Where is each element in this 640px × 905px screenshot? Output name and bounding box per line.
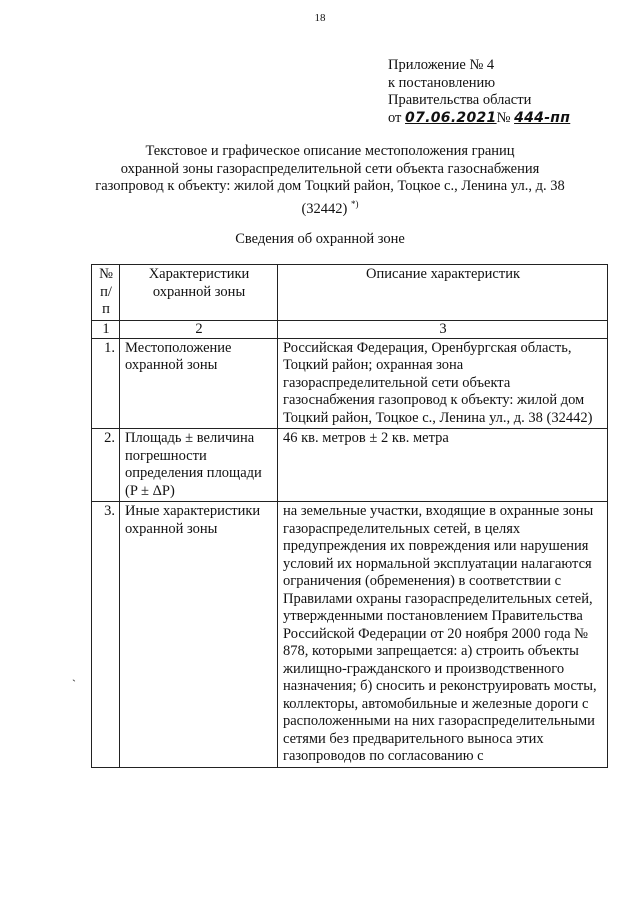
header-number: № п/п [92, 265, 120, 321]
table-row [92, 338, 608, 429]
column-number-2: 2 [120, 320, 278, 338]
row-characteristic: Площадь ± величина погрешности определения площади (P ± ΔP) [120, 429, 278, 502]
appendix-line-4 [388, 110, 570, 128]
column-number-1: 1 [92, 320, 120, 338]
row-description: на земельные участки, входящие в охранные зоны газораспределительных сетей, в целях предупреждения их повреждения или нарушения условий их нормальной эксплуатации налагаются ограничения (обременения) в соответствии с Правилами охраны газораспределительных сетей, утвержденными постановлением Правительства Российской Федерации от 20 ноября 2000 года № 878, которыми запрещается: а) строить объекты жилищно-гражданского и производственного назначения; б) сносить и реконструировать мосты, коллекторы, автомобильные и железные дороги с расположенными на них газораспределительными сетями без предварительного выноса этих газопроводов по согласованию с [278, 502, 608, 768]
appendix-line-3: Правительства области [388, 92, 532, 108]
row-description: Российская Федерация, Оренбургская область, Тоцкий район; охранная зона газораспределительной сети объекта газоснабжения газопровод к объекту: жилой дом Тоцкий район, Тоцкое с., Ленина ул., д. 38 (32442) [278, 338, 608, 429]
row-description: 46 кв. метров ± 2 кв. метра [278, 429, 608, 502]
title-object-code: (32442) [301, 200, 348, 217]
appendix-line-1: Приложение № 4 [388, 57, 495, 73]
title-footnote-mark: *) [351, 198, 359, 209]
margin-mark: ` [72, 677, 76, 691]
title-line-2: охранной зоны газораспределительной сети объекта газоснабжения [120, 160, 540, 177]
section-subtitle: Сведения об охранной зоне [235, 231, 405, 247]
zone-info-table [91, 264, 608, 768]
column-number-row [92, 320, 608, 338]
row-characteristic: Местоположение охранной зоны [120, 338, 278, 429]
document-title [60, 143, 600, 218]
header-description: Описание характеристик [278, 265, 608, 321]
page-number: 18 [314, 12, 326, 24]
row-number: 1. [92, 338, 120, 429]
title-line-1: Текстовое и графическое описание местоположения границ [145, 143, 515, 159]
row-number: 2. [92, 429, 120, 502]
appendix-date: 07.06.2021 [405, 109, 497, 126]
title-line-4 [60, 196, 600, 218]
table-row [92, 429, 608, 502]
appendix-doc-number: 444-пп [514, 109, 571, 126]
row-number: 3. [92, 502, 120, 768]
appendix-line-2: к постановлению [388, 74, 496, 91]
appendix-from: от [388, 109, 402, 126]
table-row [92, 502, 608, 768]
header-characteristics: Характеристики охранной зоны [120, 265, 278, 321]
row-characteristic: Иные характеристики охранной зоны [120, 502, 278, 768]
title-line-3: газопровод к объекту: жилой дом Тоцкий район, Тоцкое с., Ленина ул., д. 38 [95, 178, 565, 194]
table-header-row [92, 265, 608, 321]
appendix-number-sign: № [496, 109, 511, 126]
column-number-3: 3 [278, 320, 608, 338]
appendix-block [388, 57, 570, 127]
